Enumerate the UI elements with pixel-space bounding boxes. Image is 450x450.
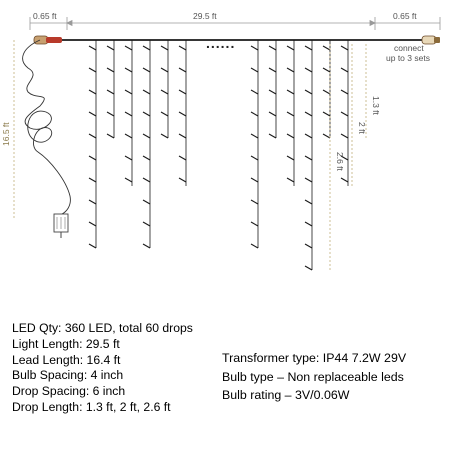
led-bulb [89,68,96,72]
led-bulb [161,134,168,138]
led-bulb [251,200,258,204]
led-bulb [107,46,114,50]
led-bulb [179,112,186,116]
led-bulb [305,90,312,94]
led-qty-spec: LED Qty: 360 LED, total 60 drops [12,321,193,335]
led-bulb [287,46,294,50]
led-bulb [305,266,312,270]
led-bulb [107,90,114,94]
led-bulb [179,46,186,50]
gap-marker: ...... [206,35,236,51]
transformer-box [54,214,68,238]
drop-short-dim-label: 1.3 ft [371,96,381,115]
lead-length-spec: Lead Length: 16.4 ft [12,352,121,367]
led-bulb [251,178,258,182]
led-bulb [269,112,276,116]
led-bulb [143,46,150,50]
transformer-specs [222,349,406,405]
led-bulb [125,68,132,72]
led-bulb [251,244,258,248]
led-bulb [143,68,150,72]
led-bulb [143,112,150,116]
led-bulb [305,112,312,116]
led-bulb [125,178,132,182]
led-bulb [251,46,258,50]
led-bulb [89,112,96,116]
led-bulb [125,46,132,50]
total-width-dim-label: 29.5 ft [193,11,217,21]
led-bulb [341,90,348,94]
connect-note-line1: connect [394,43,424,53]
led-bulb [341,46,348,50]
led-bulb [323,90,330,94]
led-bulb [251,112,258,116]
left-connector-dim-label: 0.65 ft [33,11,57,21]
led-bulb [251,134,258,138]
led-bulb [251,68,258,72]
led-bulb [89,134,96,138]
led-bulb [341,68,348,72]
lead-length-dim-label: 16.5 ft [1,122,11,146]
led-bulb [161,68,168,72]
led-bulb [125,156,132,160]
led-bulb [305,156,312,160]
led-bulb [305,244,312,248]
led-bulb [251,156,258,160]
drop-length-spec: Drop Length: 1.3 ft, 2 ft, 2.6 ft [12,399,171,414]
led-bulb [89,244,96,248]
drop-spacing-spec: Drop Spacing: 6 inch [12,384,126,399]
led-bulb [287,68,294,72]
led-bulb [269,90,276,94]
led-bulb [143,134,150,138]
transformer-type-spec: Transformer type: IP44 7.2W 29V [222,351,407,365]
led-bulb [107,68,114,72]
led-bulb [89,90,96,94]
left-plug-connector [34,36,62,44]
led-bulb [341,134,348,138]
bulb-type-spec: Bulb type – Non replaceable leds [222,369,404,384]
led-bulb [143,156,150,160]
bulb-rating-spec: Bulb rating – 3V/0.06W [222,388,350,403]
led-bulb [323,112,330,116]
led-bulb [305,46,312,50]
led-bulb [251,90,258,94]
led-bulb [125,90,132,94]
led-bulb [161,90,168,94]
led-bulb [179,134,186,138]
led-bulb [161,112,168,116]
led-bulb [143,200,150,204]
bulb-spacing-spec: Bulb Spacing: 4 inch [12,368,124,383]
icicle-drops [89,40,348,270]
led-bulb [305,134,312,138]
led-bulb [143,90,150,94]
led-bulb [287,90,294,94]
drop-medium-dim-label: 2 ft [357,122,367,134]
led-bulb [323,134,330,138]
led-bulb [269,68,276,72]
led-bulb [179,156,186,160]
led-bulb [287,178,294,182]
connect-note-line2: up to 3 sets [386,53,430,63]
led-bulb [287,112,294,116]
led-bulb [269,46,276,50]
drop-long-dim-label: 2.6 ft [335,152,345,171]
led-bulb [143,222,150,226]
led-bulb [341,112,348,116]
led-bulb [89,222,96,226]
led-bulb [305,222,312,226]
product-specs [12,321,193,416]
led-bulb [251,222,258,226]
top-dimension-line [30,17,440,30]
led-bulb [107,134,114,138]
led-bulb [341,178,348,182]
led-bulb [143,244,150,248]
led-bulb [89,46,96,50]
led-bulb [305,178,312,182]
lead-cable [23,40,71,214]
led-bulb [287,134,294,138]
led-bulb [125,112,132,116]
led-bulb [107,112,114,116]
led-bulb [287,156,294,160]
led-bulb [323,46,330,50]
led-bulb [143,178,150,182]
led-bulb [269,134,276,138]
led-bulb [179,90,186,94]
right-connector-dim-label: 0.65 ft [393,11,417,21]
led-bulb [305,200,312,204]
led-bulb [161,46,168,50]
led-bulb [89,200,96,204]
led-bulb [89,178,96,182]
led-bulb [179,68,186,72]
right-plug-connector [422,36,440,44]
led-bulb [179,178,186,182]
led-bulb [305,68,312,72]
led-bulb [323,68,330,72]
led-bulb [89,156,96,160]
light-length-spec: Light Length: 29.5 ft [12,336,120,351]
led-bulb [125,134,132,138]
